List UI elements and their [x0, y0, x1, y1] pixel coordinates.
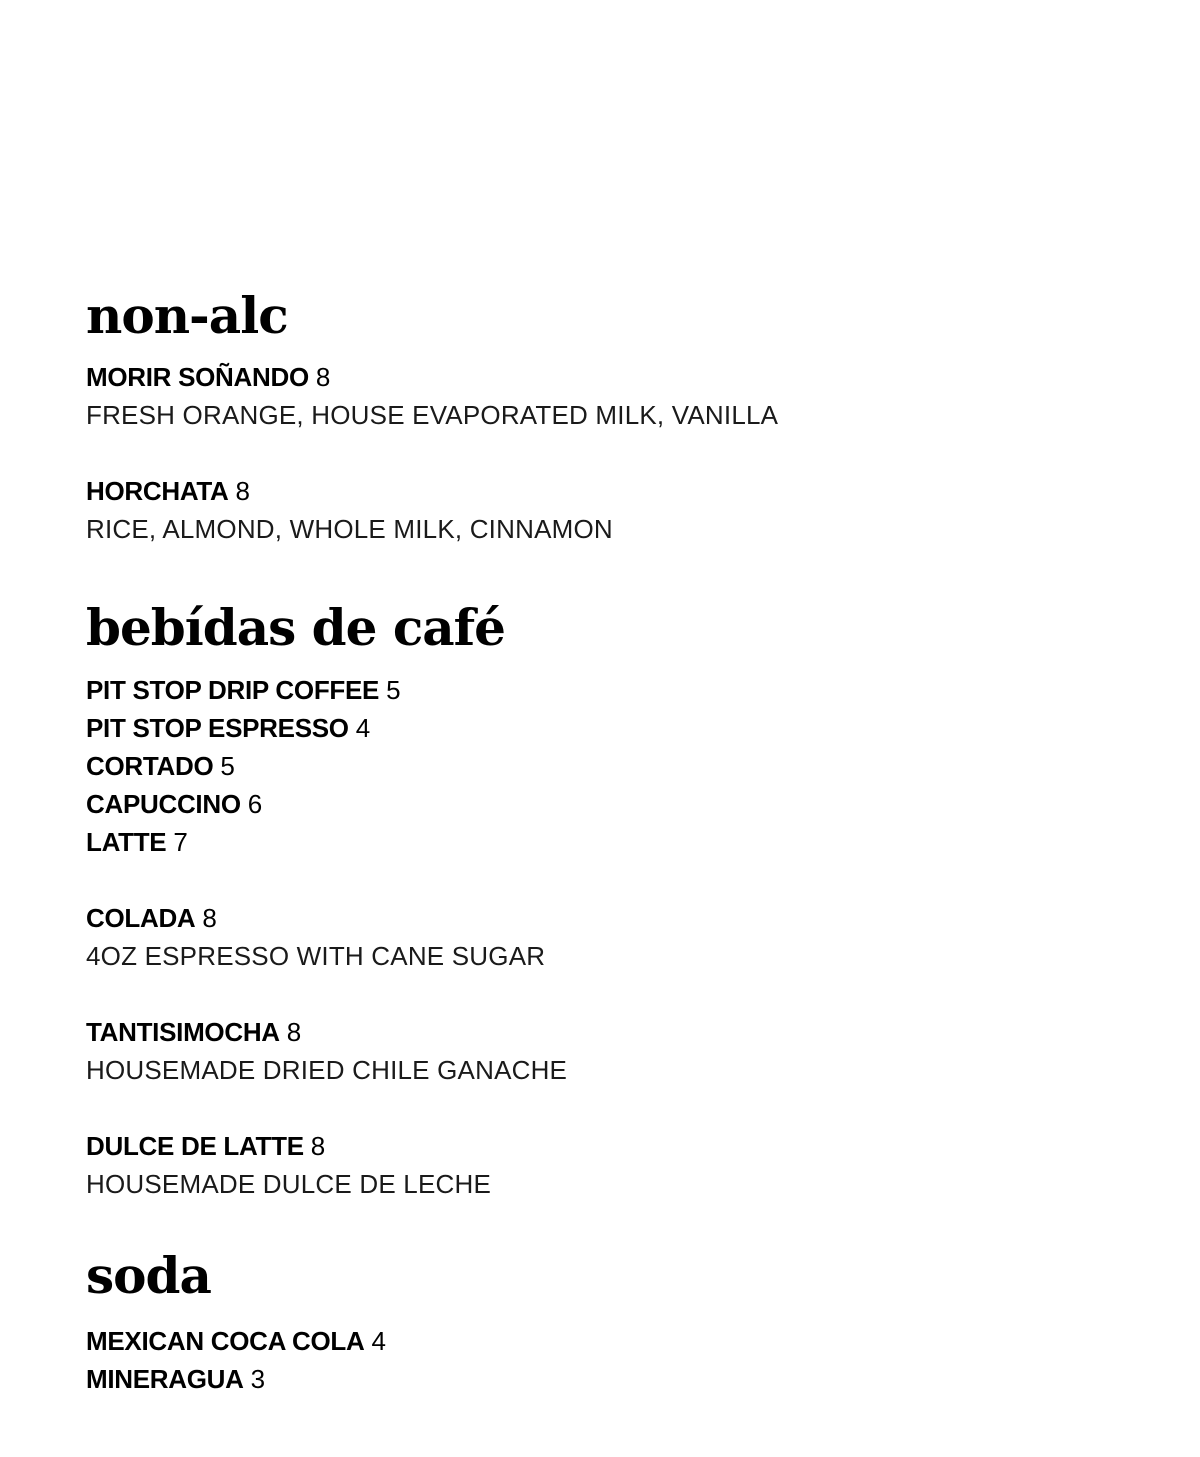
item-price: 4 — [371, 1326, 387, 1356]
menu-item — [86, 673, 401, 707]
menu-item — [86, 1324, 386, 1358]
menu-item — [86, 1129, 325, 1163]
item-price: 5 — [386, 675, 401, 705]
menu-item — [86, 360, 331, 394]
item-price: 8 — [310, 1131, 326, 1161]
section-title-cafe: bebídas de café — [86, 598, 505, 657]
menu-item — [86, 825, 188, 859]
item-description: HOUSEMADE DRIED CHILE GANACHE — [86, 1055, 568, 1085]
item-name: MEXICAN COCA COLA — [86, 1326, 365, 1356]
menu-item — [86, 474, 250, 508]
item-price: 3 — [250, 1364, 266, 1394]
item-price: 8 — [202, 903, 218, 933]
item-name: PIT STOP DRIP COFFEE — [86, 675, 380, 705]
item-name: TANTISIMOCHA — [86, 1017, 280, 1047]
item-name: HORCHATA — [86, 476, 229, 506]
menu-item — [86, 711, 370, 745]
item-price: 4 — [355, 713, 371, 743]
item-price: 5 — [220, 751, 236, 781]
menu-item — [86, 749, 235, 783]
section-title-soda: soda — [86, 1246, 211, 1305]
item-price: 8 — [235, 476, 251, 506]
menu-item — [86, 787, 262, 821]
item-name: LATTE — [86, 827, 167, 857]
item-name: PIT STOP ESPRESSO — [86, 713, 349, 743]
item-description: RICE, ALMOND, WHOLE MILK, CINNAMON — [86, 514, 613, 544]
item-name: CORTADO — [86, 751, 214, 781]
item-price: 7 — [173, 827, 189, 857]
item-name: MINERAGUA — [86, 1364, 244, 1394]
item-price: 6 — [247, 789, 263, 819]
item-price: 8 — [315, 362, 331, 392]
menu-item — [86, 1015, 301, 1049]
item-name: MORIR SOÑANDO — [86, 362, 309, 392]
item-price: 8 — [286, 1017, 302, 1047]
item-name: DULCE DE LATTE — [86, 1131, 304, 1161]
item-name: CAPUCCINO — [86, 789, 241, 819]
section-title-non-alc: non-alc — [86, 286, 288, 345]
menu-item — [86, 1362, 265, 1396]
item-description: HOUSEMADE DULCE DE LECHE — [86, 1169, 491, 1199]
menu-item — [86, 901, 217, 935]
item-description: 4OZ ESPRESSO WITH CANE SUGAR — [86, 941, 546, 971]
item-name: COLADA — [86, 903, 196, 933]
item-description: FRESH ORANGE, HOUSE EVAPORATED MILK, VANILLA — [86, 400, 779, 430]
